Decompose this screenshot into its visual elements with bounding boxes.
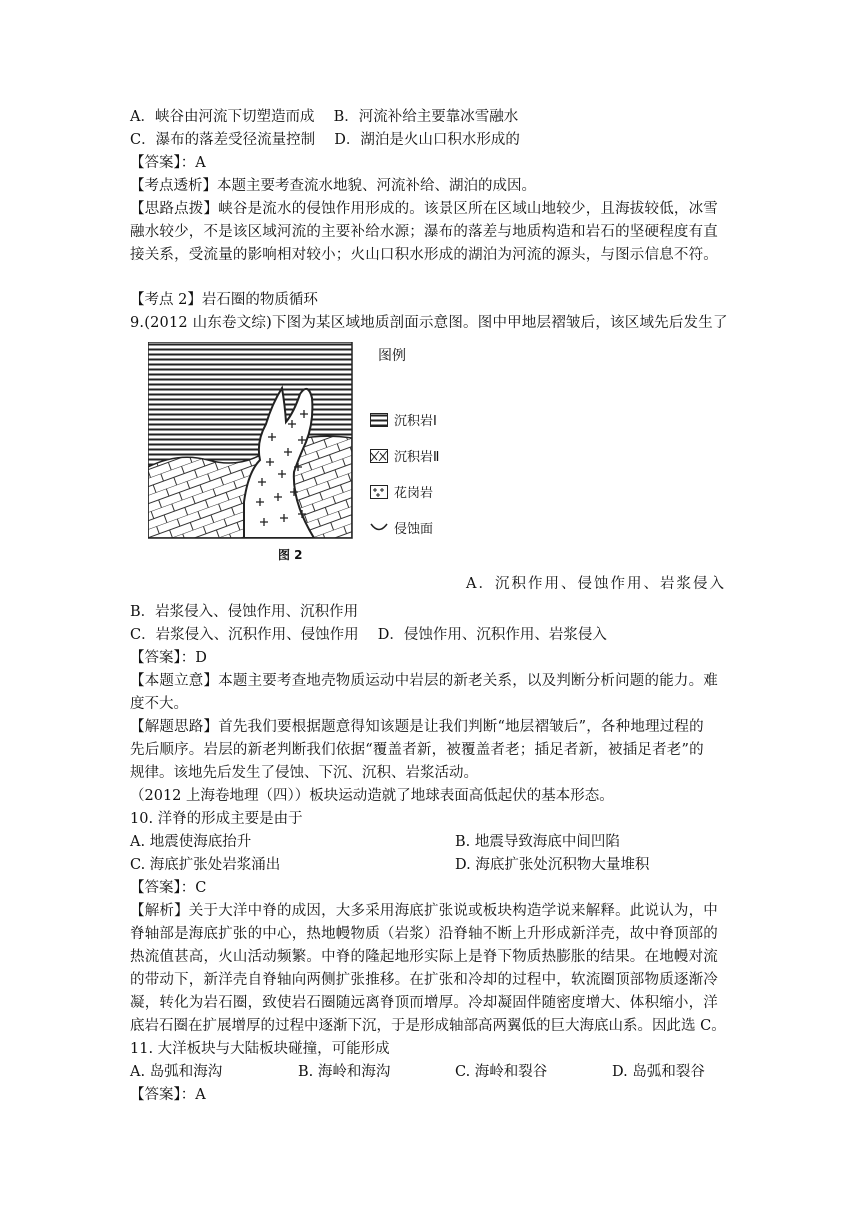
q8-options-ab: A．峡谷由河流下切塑造而成 B．河流补给主要靠冰雪融水 — [130, 109, 519, 125]
q9-silu-line2: 先后顺序。岩层的新老判断我们依据“覆盖者新，被覆盖者老；插足者新，被插足者老”的 — [130, 742, 704, 758]
legend-label: 花岗岩 — [394, 486, 434, 501]
q9-stem: 9.(2012 山东卷文综)下图为某区域地质剖面示意图。图中甲地层褶皱后，该区域先后发生了 — [130, 315, 728, 331]
q11-option-c: C. 海岭和裂谷 — [455, 1064, 548, 1080]
q9-liyi-line1: 【本题立意】本题主要考查地壳物质运动中岩层的新老关系，以及判断分析问题的能力。难 — [130, 673, 718, 689]
q10-answer: 【答案】：C — [130, 880, 207, 896]
q9-answer: 【答案】：D — [130, 650, 207, 666]
q9-option-b: B．岩浆侵入、侵蚀作用、沉积作用 — [130, 604, 359, 620]
q9-liyi-line2: 度不大。 — [130, 696, 188, 712]
legend-title: 图例 — [378, 348, 406, 364]
legend-item-sedimentary-1 — [370, 410, 490, 430]
q11-option-b: B. 海岭和海沟 — [298, 1064, 391, 1080]
shanghai-intro: （2012 上海卷地理（四））板块运动造就了地球表面高低起伏的基本形态。 — [130, 788, 614, 804]
brick-swatch-icon — [370, 449, 388, 463]
cross-swatch-icon — [370, 485, 388, 499]
q10-jiexi-line3: 热流值甚高，火山活动频繁。中脊的隆起地形实际上是脊下物质热膨胀的结果。在地幔对流 — [130, 949, 718, 965]
q10-jiexi-line2: 脊轴部是海底扩张的中心，热地幔物质（岩浆）沿脊轴不断上升形成新洋壳，故中脊顶部的 — [130, 926, 718, 942]
q9-silu-line3: 规律。该地先后发生了侵蚀、下沉、沉积、岩浆活动。 — [130, 765, 478, 781]
legend-item-erosion-surface — [370, 518, 490, 538]
q10-option-a: A. 地震使海底抬升 — [130, 834, 252, 850]
legend-item-granite — [370, 482, 490, 502]
legend-item-sedimentary-2 — [370, 446, 490, 466]
q9-silu-line1: 【解题思路】首先我们要根据题意得知该题是让我们判断“地层褶皱后”，各种地理过程的 — [130, 719, 704, 735]
q9-option-a: A．沉积作用、侵蚀作用、岩浆侵入 — [466, 576, 726, 592]
figure-legend — [370, 342, 490, 542]
legend-label: 沉积岩Ⅰ — [394, 414, 437, 429]
q10-jiexi-line5: 凝，转化为岩石圈，致使岩石圈随远离脊顶而增厚。冷却凝固伴随密度增大、体积缩小，洋 — [130, 995, 718, 1011]
q10-option-c: C. 海底扩张处岩浆涌出 — [130, 857, 281, 873]
q10-jiexi-line4: 的带动下，新洋壳自脊轴向两侧扩张推移。在扩张和冷却的过程中，软流圈顶部物质逐渐冷 — [130, 972, 718, 988]
q11-option-d: D. 岛弧和裂谷 — [612, 1064, 705, 1080]
hatch-swatch-icon — [370, 413, 388, 427]
q8-silu-line2: 融水较少，不是该区域河流的主要补给水源；瀑布的落差与地质构造和岩石的坚硬程度有直 — [130, 224, 718, 240]
legend-label: 沉积岩Ⅱ — [394, 450, 440, 465]
q10-option-b: B. 地震导致海底中间凹陷 — [455, 834, 620, 850]
q8-answer: 【答案】：A — [130, 155, 206, 171]
q8-options-cd: C．瀑布的落差受径流量控制 D．湖泊是火山口积水形成的 — [130, 132, 520, 148]
q11-answer: 【答案】：A — [130, 1087, 206, 1103]
q11-stem: 11. 大洋板块与大陆板块碰撞，可能形成 — [130, 1041, 390, 1057]
kaodian2-heading: 【考点 2】岩石圈的物质循环 — [130, 292, 318, 308]
q10-stem: 10. 洋脊的形成主要是由于 — [130, 811, 303, 827]
figure-caption: 图 2 — [278, 548, 303, 562]
q10-jiexi-line1: 【解析】关于大洋中脊的成因，大多采用海底扩张说或板块构造学说来解释。此说认为，中 — [130, 903, 718, 919]
q8-silu-line3: 接关系，受流量的影响相对较小；火山口积水形成的湖泊为河流的源头，与图示信息不符。 — [130, 247, 718, 263]
q9-options-cd: C．岩浆侵入、沉积作用、侵蚀作用 D．侵蚀作用、沉积作用、岩浆侵入 — [130, 627, 607, 643]
erosion-curve-icon — [370, 521, 388, 535]
q11-option-a: A. 岛弧和海沟 — [130, 1064, 223, 1080]
q10-option-d: D. 海底扩张处沉积物大量堆积 — [455, 857, 650, 873]
legend-label: 侵蚀面 — [394, 522, 434, 537]
q8-silu-line1: 【思路点拨】峡谷是流水的侵蚀作用形成的。该景区所在区域山地较少，且海拔较低，冰雪 — [130, 201, 718, 217]
q8-kaodian: 【考点透析】本题主要考查流水地貌、河流补给、湖泊的成因。 — [130, 178, 536, 194]
q10-jiexi-line6: 底岩石圈在扩展增厚的过程中逐渐下沉，于是形成轴部高两翼低的巨大海底山系。因此选 C。 — [130, 1018, 726, 1034]
